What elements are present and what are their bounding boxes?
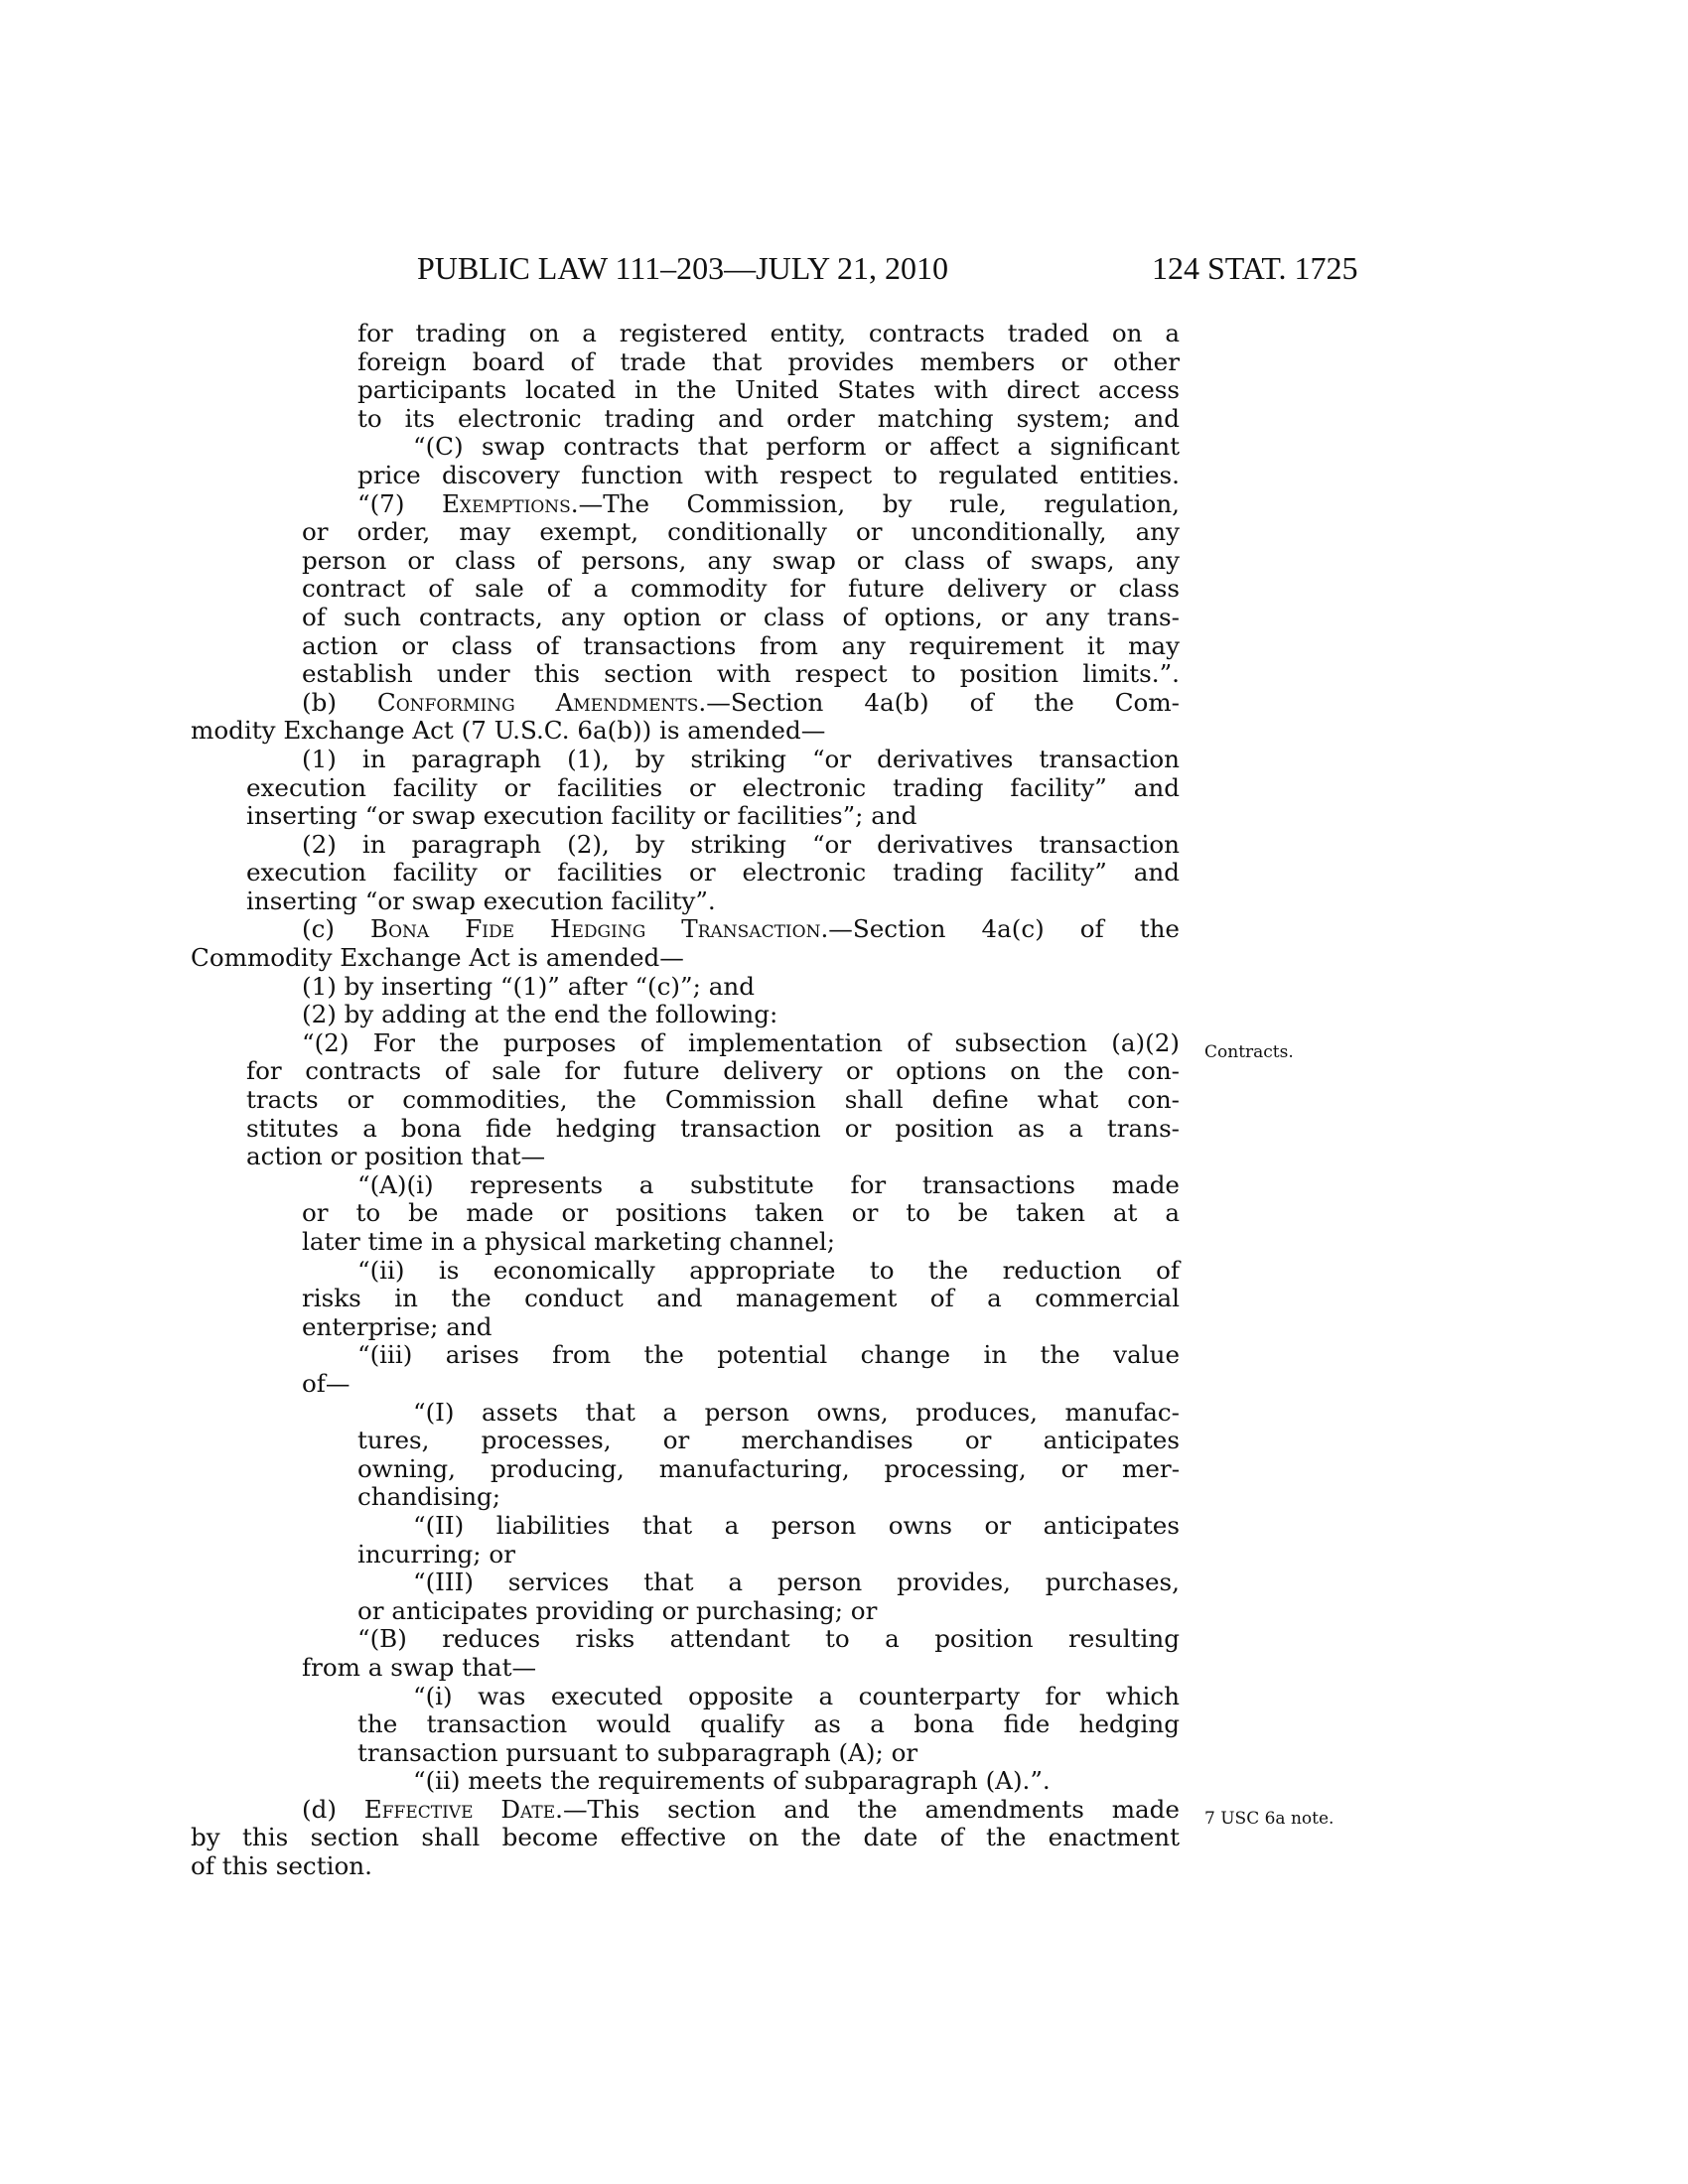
text-fragment: “(7) (357, 488, 442, 518)
text-line: person or class of persons, any swap or class of swaps, any (302, 545, 1180, 575)
text-line: (1) by inserting “(1)” after “(c)”; and (302, 971, 755, 1001)
running-header-title: PUBLIC LAW 111–203—JULY 21, 2010 (417, 250, 948, 286)
text-line: tracts or commodities, the Commission shall define what con- (246, 1085, 1180, 1115)
text-line: “(ii) meets the requirements of subparagraph (A).”. (413, 1766, 1051, 1796)
text-fragment: (c) (302, 914, 370, 944)
text-line: of this section. (191, 1851, 372, 1881)
text-line: “(I) assets that a person owns, produces, manufac- (413, 1397, 1180, 1427)
text-line: for trading on a registered entity, contracts traded on a (357, 319, 1180, 347)
text-line: “(ii) is economically appropriate to the reduction of (357, 1255, 1180, 1285)
text-line: incurring; or (357, 1539, 515, 1569)
text-line: later time in a physical marketing channel; (302, 1227, 836, 1256)
text-line: “(B) reduces risks attendant to a position resulting (357, 1624, 1180, 1654)
text-line: tures, processes, or merchandises or anticipates (357, 1426, 1180, 1455)
text-fragment: (d) (302, 1794, 364, 1824)
text-line: “(A)(i) represents a substitute for transactions made (357, 1169, 1180, 1199)
text-line: or to be made or positions taken or to be taken at a (302, 1198, 1180, 1228)
text-fragment: .—Section 4a(c) of the (820, 914, 1180, 944)
text-line: action or position that— (246, 1142, 546, 1171)
text-line: owning, producing, manufacturing, processing, or mer- (357, 1453, 1180, 1483)
text-line: foreign board of trade that provides members or other (357, 346, 1180, 376)
text-line: of such contracts, any option or class of options, or any trans- (302, 602, 1180, 631)
margin-note-usc: 7 USC 6a note. (1204, 1809, 1335, 1829)
text-line: risks in the conduct and management of a commercial (302, 1284, 1180, 1313)
text-line-effective-date (246, 1796, 1180, 1825)
text-fragment: (b) (302, 687, 377, 717)
heading-conforming-amendments: Conforming Amendments (376, 687, 699, 717)
text-line: “(II) liabilities that a person owns or anticipates (413, 1510, 1180, 1540)
text-line: execution facility or facilities or electronic trading facility” and (246, 772, 1180, 802)
text-line: inserting “or swap execution facility”. (246, 886, 716, 915)
text-line: establish under this section with respect to position limits.”. (302, 659, 1180, 689)
text-fragment: .—The Commission, by rule, regulation, (570, 488, 1180, 518)
text-line: (2) in paragraph (2), by striking “or derivatives transaction (302, 829, 1180, 859)
text-line: modity Exchange Act (7 U.S.C. 6a(b)) is amended— (191, 716, 826, 746)
text-line: “(iii) arises from the potential change in the value (357, 1340, 1180, 1370)
text-line: “(i) was executed opposite a counterparty for which (413, 1681, 1180, 1710)
text-line: enterprise; and (302, 1311, 492, 1341)
margin-note-contracts: Contracts. (1204, 1042, 1294, 1062)
text-line: action or class of transactions from any requirement it may (302, 630, 1180, 660)
heading-effective-date: Effective Date (363, 1794, 556, 1824)
text-line: transaction pursuant to subparagraph (A); or (357, 1737, 918, 1767)
text-line: contract of sale of a commodity for future delivery or class (302, 574, 1180, 604)
statute-text (191, 319, 1180, 1881)
text-line: (1) in paragraph (1), by striking “or derivatives transaction (302, 744, 1180, 773)
text-line: Commodity Exchange Act is amended— (191, 943, 684, 973)
text-line: the transaction would qualify as a bona fide hedging (357, 1709, 1180, 1739)
text-line: chandising; (357, 1482, 501, 1512)
text-line: participants located in the United States with direct access (357, 375, 1180, 405)
text-line: by this section shall become effective on the date of the enactment (191, 1823, 1180, 1852)
text-line-bona-fide (246, 915, 1180, 944)
text-line: of— (302, 1368, 351, 1398)
heading-exemptions: Exemptions (441, 488, 571, 518)
text-line: inserting “or swap execution facility or facilities”; and (246, 801, 917, 831)
text-line-conforming (246, 689, 1180, 718)
text-line: “(2) For the purposes of implementation of subsection (a)(2) (302, 1027, 1180, 1057)
heading-bona-fide-hedging: Bona Fide Hedging Transaction (370, 914, 821, 944)
text-line: stitutes a bona fide hedging transaction or position as a trans- (246, 1113, 1180, 1143)
text-line: for contracts of sale for future delivery or options on the con- (246, 1056, 1180, 1086)
running-header-page-number: 124 STAT. 1725 (1152, 250, 1358, 286)
text-fragment: .—This section and the amendments made (555, 1794, 1180, 1824)
text-line: “(C) swap contracts that perform or affect a significant (413, 432, 1180, 462)
text-line: or order, may exempt, conditionally or unconditionally, any (302, 517, 1180, 547)
text-line: to its electronic trading and order matching system; and (357, 403, 1180, 433)
text-line-exemptions (302, 490, 1180, 519)
text-line: execution facility or facilities or electronic trading facility” and (246, 858, 1180, 887)
text-line: from a swap that— (302, 1652, 537, 1682)
text-fragment: .—Section 4a(b) of the Com- (698, 687, 1180, 717)
text-line: or anticipates providing or purchasing; or (357, 1595, 878, 1625)
text-line: price discovery function with respect to regulated entities. (357, 460, 1180, 489)
text-line: (2) by adding at the end the following: (302, 1000, 778, 1029)
text-line: “(III) services that a person provides, purchases, (413, 1568, 1180, 1597)
